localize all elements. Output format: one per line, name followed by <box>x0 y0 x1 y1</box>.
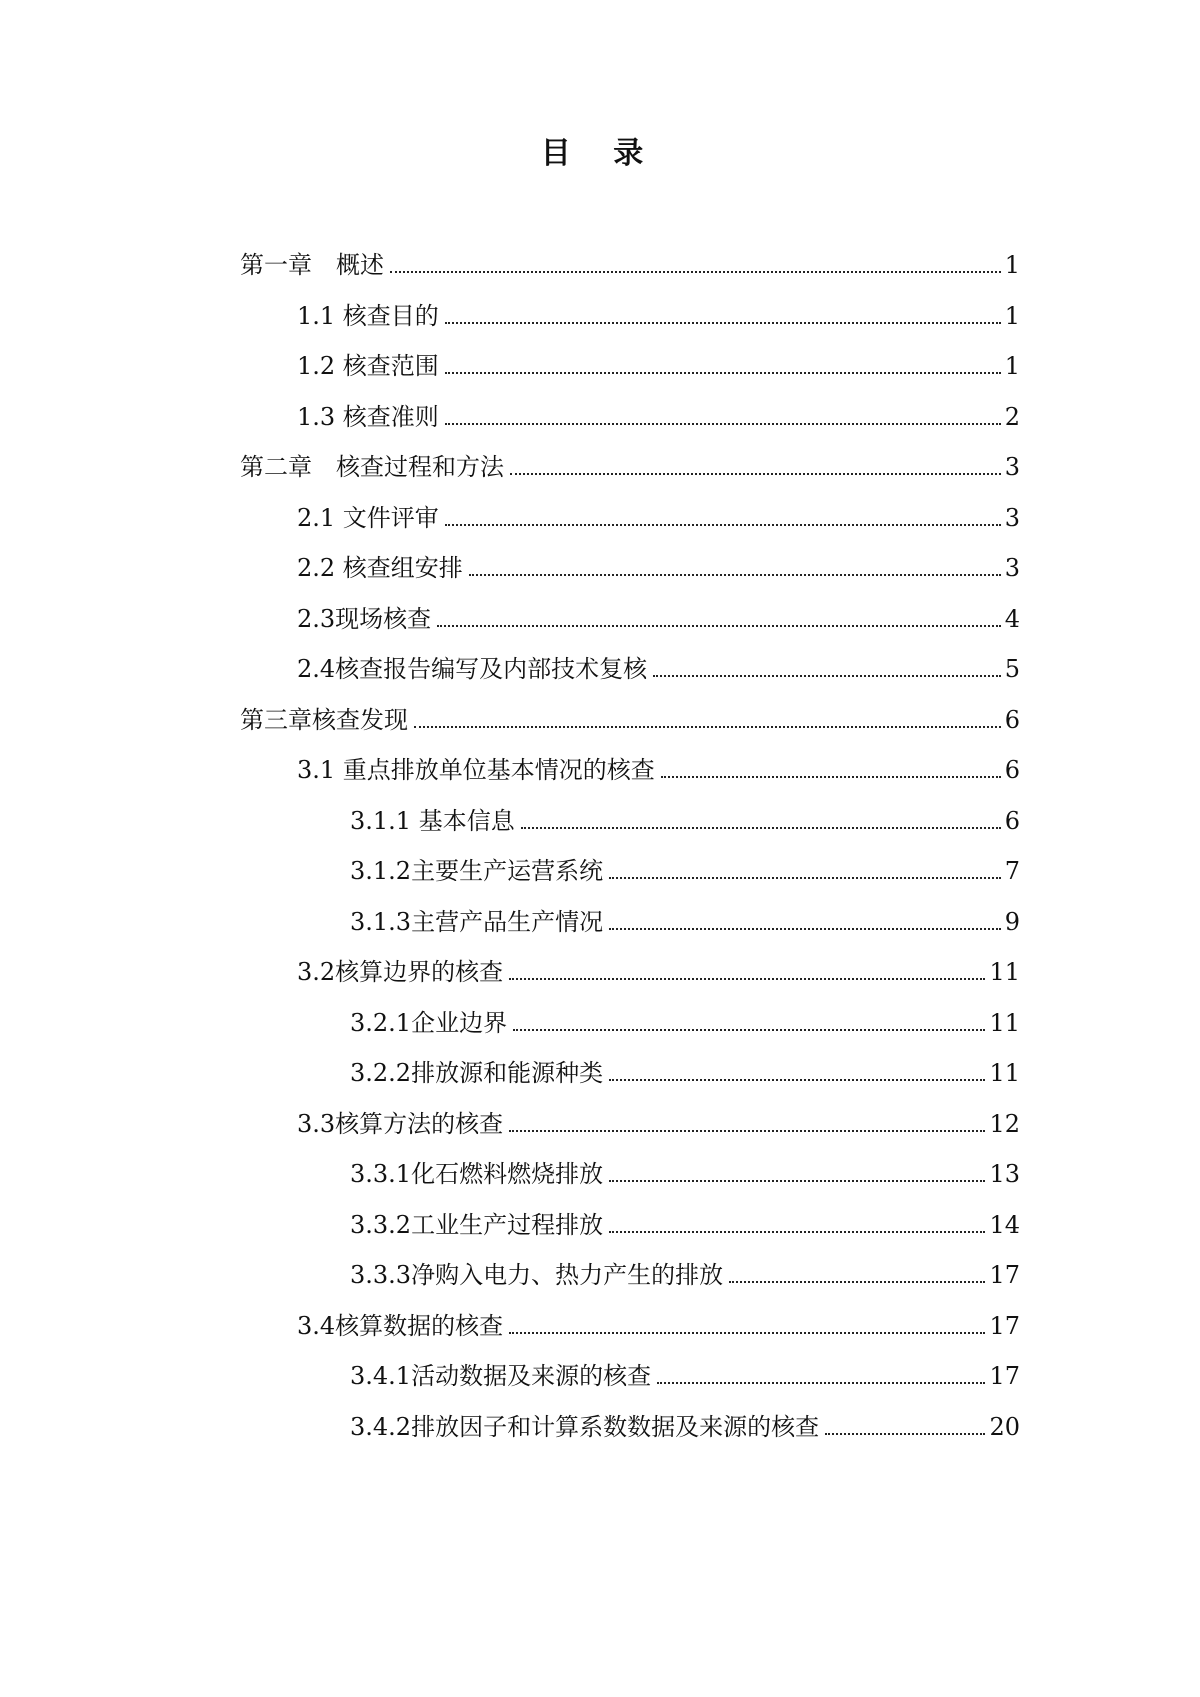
toc-page-number: 13 <box>989 1160 1020 1188</box>
toc-entry[interactable] <box>297 388 1020 432</box>
toc-entry-label: 3.1 重点排放单位基本情况的核查 <box>297 756 655 784</box>
toc-dot-leader <box>661 775 1001 778</box>
toc-dot-leader <box>509 977 985 980</box>
toc-dot-leader <box>445 523 1001 526</box>
toc-entry-label: 1.1 核查目的 <box>297 301 439 330</box>
toc-entry-label: 3.1.3主营产品生产情况 <box>350 907 604 936</box>
toc-dot-leader <box>729 1280 985 1283</box>
toc-entry-label: 1.2 核查范围 <box>297 352 439 380</box>
toc-entry[interactable] <box>297 943 1020 987</box>
toc-dot-leader <box>609 1179 985 1182</box>
toc-entry[interactable] <box>350 1398 1020 1442</box>
toc-dot-leader <box>469 573 1001 576</box>
toc-entry[interactable] <box>297 337 1020 381</box>
toc-dot-leader <box>510 472 1001 475</box>
toc-dot-leader <box>437 624 1001 627</box>
toc-entry-label: 3.4核算数据的核查 <box>297 1311 504 1340</box>
toc-entry[interactable] <box>350 842 1020 886</box>
toc-page-number: 3 <box>1004 554 1020 582</box>
toc-page-number: 9 <box>1004 907 1020 936</box>
toc-entry[interactable] <box>240 691 1020 735</box>
toc-entry-label: 3.3.1化石燃料燃烧排放 <box>350 1160 604 1188</box>
toc-entry[interactable] <box>297 539 1020 583</box>
toc-dot-leader <box>509 1129 985 1132</box>
toc-dot-leader <box>609 927 1001 930</box>
toc-entry[interactable] <box>240 438 1020 482</box>
toc-page-number: 11 <box>989 1059 1020 1087</box>
toc-entry-label: 2.4核查报告编写及内部技术复核 <box>297 655 648 683</box>
page-title: 目 录 <box>540 136 660 171</box>
toc-entry[interactable] <box>297 1297 1020 1341</box>
toc-dot-leader <box>445 422 1001 425</box>
toc-entry[interactable] <box>297 640 1020 684</box>
toc-entry[interactable] <box>297 489 1020 533</box>
toc-page-number: 11 <box>989 958 1020 986</box>
toc-page-number: 17 <box>989 1261 1020 1289</box>
toc-entry-label: 3.3.3净购入电力、热力产生的排放 <box>350 1261 724 1289</box>
toc-entry-label: 3.2.2排放源和能源种类 <box>350 1059 604 1087</box>
toc-dot-leader <box>609 876 1001 879</box>
toc-page-number: 2 <box>1004 402 1020 431</box>
toc-entry-label: 3.2.1企业边界 <box>350 1008 508 1037</box>
toc-page-number: 20 <box>989 1412 1020 1441</box>
toc-dot-leader <box>414 725 1001 728</box>
toc-dot-leader <box>445 321 1001 324</box>
toc-page-number: 14 <box>989 1210 1020 1239</box>
toc-dot-leader <box>609 1230 985 1233</box>
toc-entry-label: 3.1.1 基本信息 <box>350 806 515 835</box>
toc-page-number: 11 <box>989 1008 1020 1037</box>
toc-entry-label: 第一章 概述 <box>240 251 384 279</box>
toc-page-number: 7 <box>1004 857 1020 885</box>
toc-entry-label: 3.3核算方法的核查 <box>297 1109 504 1138</box>
toc-page-number: 1 <box>1004 251 1020 279</box>
toc-page-number: 17 <box>989 1311 1020 1340</box>
toc-page-number: 3 <box>1004 453 1020 481</box>
toc-entry-label: 第二章 核查过程和方法 <box>240 453 504 481</box>
toc-dot-leader <box>509 1331 985 1334</box>
toc-entry[interactable] <box>297 590 1020 634</box>
toc-entry-label: 3.1.2主要生产运营系统 <box>350 857 604 885</box>
toc-entry[interactable] <box>297 287 1020 331</box>
toc-dot-leader <box>513 1028 985 1031</box>
toc-entry[interactable] <box>350 1347 1020 1391</box>
toc-entry-label: 3.2核算边界的核查 <box>297 958 504 986</box>
toc-entry-label: 3.3.2工业生产过程排放 <box>350 1210 604 1239</box>
toc-entry-label: 3.4.1活动数据及来源的核查 <box>350 1362 652 1390</box>
toc-page-number: 12 <box>989 1109 1020 1138</box>
toc-page-number: 1 <box>1004 301 1020 330</box>
toc-page-number: 5 <box>1004 655 1020 683</box>
toc-entry-label: 3.4.2排放因子和计算系数数据及来源的核查 <box>350 1412 820 1441</box>
toc-dot-leader <box>445 371 1001 374</box>
toc-page-number: 4 <box>1004 604 1020 633</box>
toc-entry[interactable] <box>350 994 1020 1038</box>
toc-entry[interactable] <box>350 1246 1020 1290</box>
toc-entry[interactable] <box>297 1095 1020 1139</box>
toc-entry[interactable] <box>350 1044 1020 1088</box>
toc-page-number: 3 <box>1004 503 1020 532</box>
toc-page-number: 6 <box>1004 756 1020 784</box>
toc-entry[interactable] <box>297 741 1020 785</box>
toc-dot-leader <box>825 1432 985 1435</box>
toc-entry-label: 2.2 核查组安排 <box>297 554 463 582</box>
toc-entry[interactable] <box>350 1196 1020 1240</box>
toc-entry[interactable] <box>350 1145 1020 1189</box>
toc-page-number: 6 <box>1004 806 1020 835</box>
toc-page-number: 1 <box>1004 352 1020 380</box>
toc-entry[interactable] <box>240 236 1020 280</box>
toc-page-number: 6 <box>1004 705 1020 734</box>
toc-entry-label: 第三章核查发现 <box>240 705 408 734</box>
toc-dot-leader <box>657 1381 985 1384</box>
toc-dot-leader <box>653 674 1001 677</box>
toc-dot-leader <box>521 826 1001 829</box>
toc-entry-label: 1.3 核查准则 <box>297 402 439 431</box>
toc-dot-leader <box>390 270 1001 273</box>
toc-page-number: 17 <box>989 1362 1020 1390</box>
toc-dot-leader <box>609 1078 985 1081</box>
toc-entry[interactable] <box>350 792 1020 836</box>
toc-entry[interactable] <box>350 893 1020 937</box>
toc-entry-label: 2.3现场核查 <box>297 604 432 633</box>
toc-entry-label: 2.1 文件评审 <box>297 503 439 532</box>
